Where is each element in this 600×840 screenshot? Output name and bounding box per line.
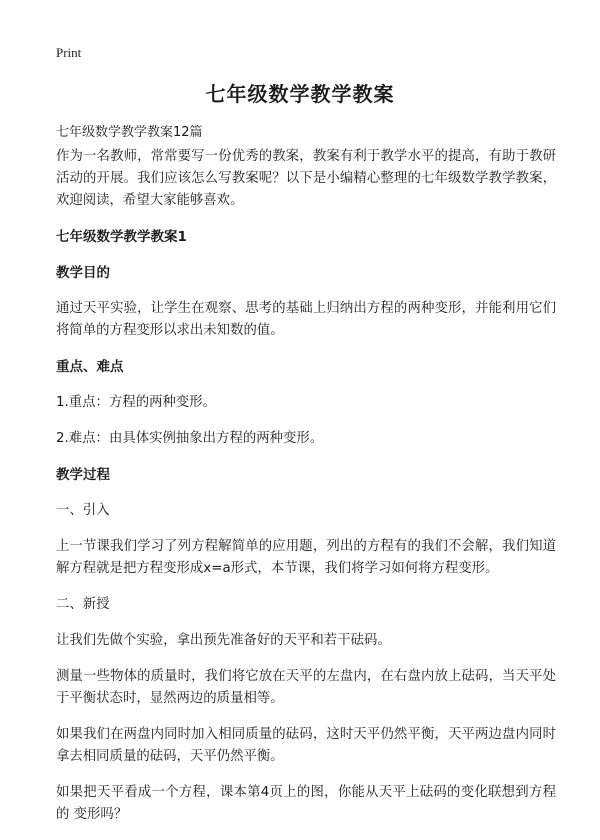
paragraph: 一、引入 [56, 503, 110, 518]
paragraph: 1.重点：方程的两种变形。 [56, 395, 217, 410]
section-heading: 教学目的 [56, 265, 110, 281]
paragraph: 上一节课我们学习了列方程解简单的应用题，列出的方程有的我们不会解，我们知道解方程就是把方程变形成x=a形式，本节课，我们将学习如何将方程变形。 [56, 539, 556, 576]
paragraph: 如果我们在两盘内同时加入相同质量的砝码，这时天平仍然平衡，天平两边盘内同时拿去相同质量的砝码，天平仍然平衡。 [56, 727, 556, 764]
section-heading: 重点、难点 [56, 359, 124, 375]
paragraph: 如果把天平看成一个方程，课本第4页上的图，你能从天平上砝码的变化联想到方程的 变形吗？ [56, 785, 556, 822]
section-heading: 七年级数学教学教案1 [56, 229, 187, 245]
paragraph: 让我们先做个实验，拿出预先准备好的天平和若干砝码。 [56, 633, 391, 648]
print-label: Print [56, 45, 82, 60]
intro-paragraph: 作为一名教师，常常要写一份优秀的教案，教案有利于教学水平的提高，有助于教研活动的开展。我们应该怎么写教案呢？以下是小编精心整理的七年级数学教学教案，欢迎阅读，希望大家能够喜欢。 [56, 149, 556, 208]
document-body [56, 146, 556, 840]
paragraph: 二、新授 [56, 597, 110, 612]
page-title: 七年级数学教学教案 [205, 82, 395, 106]
page-subtitle: 七年级数学教学教案12篇 [56, 125, 203, 140]
paragraph: 通过天平实验，让学生在观察、思考的基础上归纳出方程的两种变形，并能利用它们将简单的方程变形以求出未知数的值。 [56, 301, 556, 338]
paragraph: 测量一些物体的质量时，我们将它放在天平的左盘内，在右盘内放上砝码，当天平处于平衡状态时，显然两边的质量相等。 [56, 669, 556, 706]
section-heading: 教学过程 [56, 467, 110, 483]
paragraph: 2.难点：由具体实例抽象出方程的两种变形。 [56, 431, 324, 446]
